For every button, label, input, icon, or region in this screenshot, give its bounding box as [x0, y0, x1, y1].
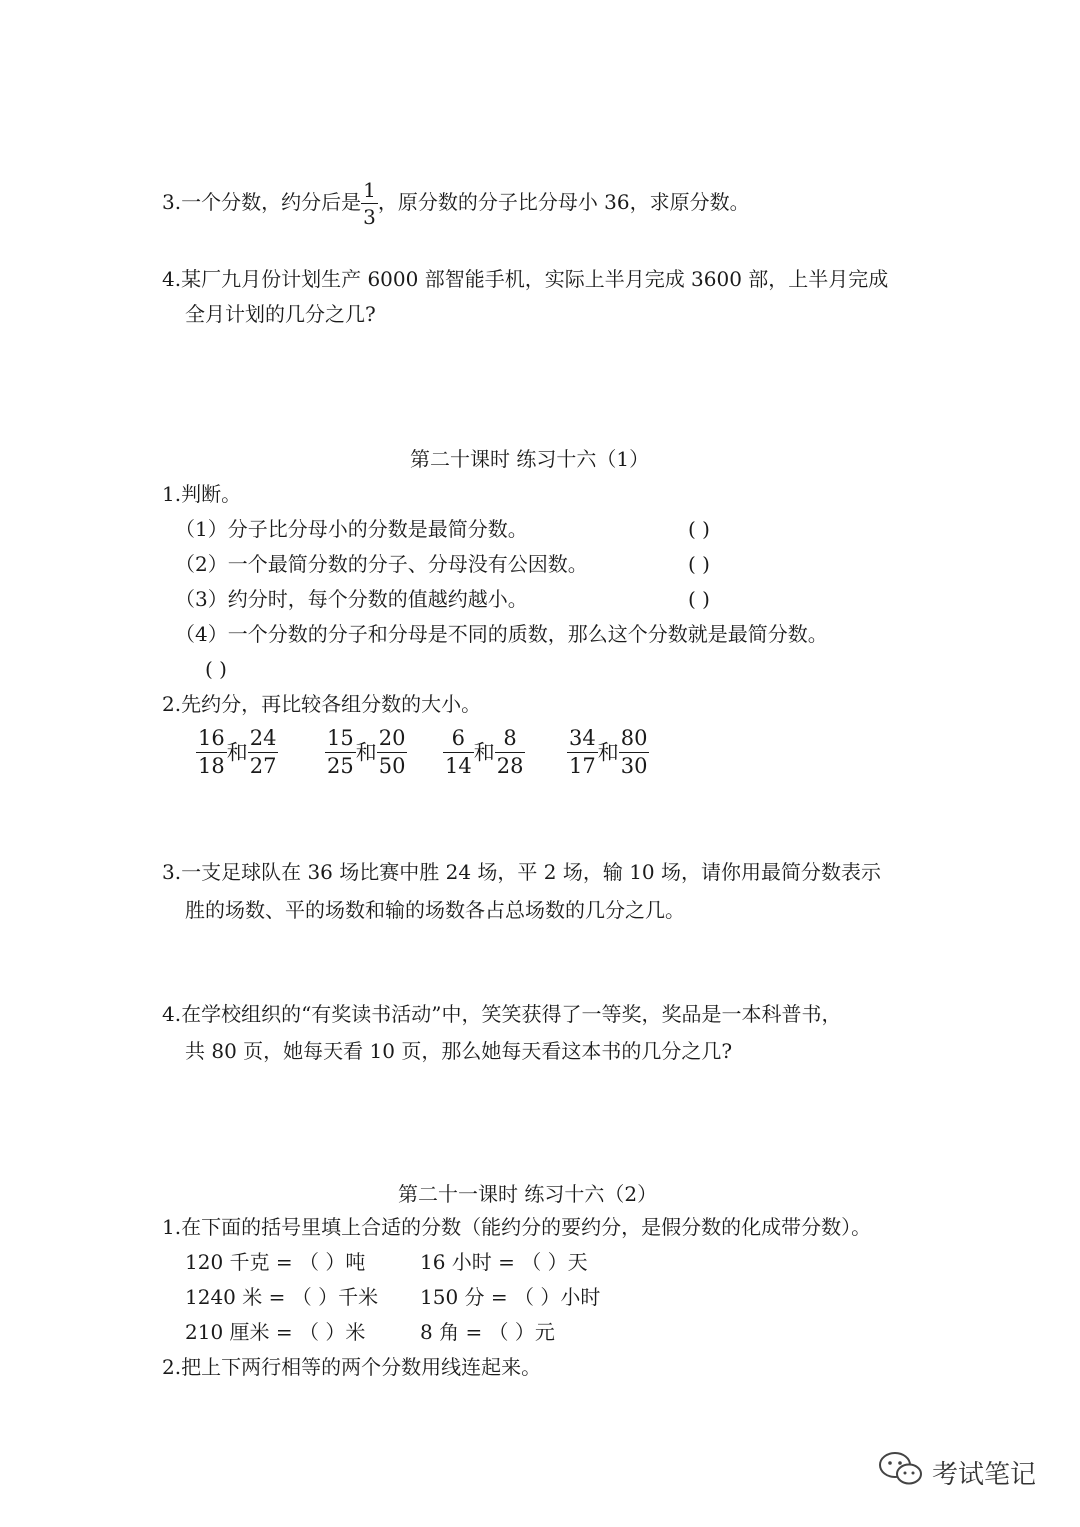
fraction: $\frac{20}{50}$: [378, 726, 406, 778]
joiner-text: 和: [355, 740, 377, 765]
fill-row-3-right[interactable]: 8 角 = （ ）元: [420, 1320, 555, 1344]
fraction-pair-4: [567, 728, 649, 777]
question-4-prev-line1: 4.某厂九月份计划生产 6000 部智能手机，实际上半月完成 3600 部，上半月完成: [162, 267, 889, 291]
question-4-prev-line2: 全月计划的几分之几?: [185, 302, 376, 326]
fraction: $\frac{15}{25}$: [327, 726, 354, 778]
question-3-line2: 胜的场数、平的场数和输的场数各占总场数的几分之几。: [185, 898, 685, 922]
compare-label: 2.先约分，再比较各组分数的大小。: [162, 692, 482, 716]
judge-blank-2[interactable]: ( ): [688, 552, 710, 576]
fraction: $\frac{24}{27}$: [249, 726, 277, 778]
joiner-text: 和: [473, 740, 495, 765]
judge-item-4: （4）一个分数的分子和分母是不同的质数，那么这个分数就是最简分数。: [175, 622, 828, 646]
lesson-21-title: 第二十一课时 练习十六（2）: [398, 1182, 658, 1206]
fraction: $\frac{8}{28}$: [496, 726, 524, 778]
fill-row-1-left[interactable]: 120 千克 = （ ）吨: [185, 1250, 366, 1274]
fraction: $\frac{1}{3}$: [363, 178, 376, 229]
fill-row-2-left[interactable]: 1240 米 = （ ）千米: [185, 1285, 379, 1309]
fraction-pair-3: [443, 728, 525, 777]
question-4-line1: 4.在学校组织的“有奖读书活动”中，笑笑获得了一等奖，奖品是一本科普书，: [162, 1002, 842, 1026]
watermark: [878, 1452, 1036, 1492]
match-label: 2.把上下两行相等的两个分数用线连起来。: [162, 1355, 542, 1379]
judge-blank-4[interactable]: ( ): [205, 657, 227, 681]
question-text: 3.一个分数，约分后是: [162, 190, 362, 214]
watermark-text: 考试笔记: [932, 1459, 1037, 1490]
judge-blank-3[interactable]: ( ): [688, 587, 710, 611]
judge-item-3: （3）约分时，每个分数的值越约越小。: [175, 587, 528, 611]
lesson-20-title: 第二十课时 练习十六（1）: [410, 447, 650, 471]
judge-item-2: （2）一个最简分数的分子、分母没有公因数。: [175, 552, 588, 576]
fill-row-1-right[interactable]: 16 小时 = （ ）天: [420, 1250, 588, 1274]
fraction: $\frac{80}{30}$: [620, 726, 648, 778]
fraction: $\frac{16}{18}$: [198, 726, 225, 778]
fill-row-2-right[interactable]: 150 分 = （ ）小时: [420, 1285, 601, 1309]
question-text: ，原分数的分子比分母小 36，求原分数。: [377, 190, 750, 214]
joiner-text: 和: [597, 740, 619, 765]
fill-label: 1.在下面的括号里填上合适的分数（能约分的要约分，是假分数的化成带分数）。: [162, 1215, 872, 1239]
judge-item-1: （1）分子比分母小的分数是最简分数。: [175, 517, 528, 541]
fraction: $\frac{6}{14}$: [445, 726, 472, 778]
fraction: $\frac{34}{17}$: [569, 726, 596, 778]
judge-blank-1[interactable]: ( ): [688, 517, 710, 541]
fraction-pair-2: [325, 728, 407, 777]
question-3-line1: 3.一支足球队在 36 场比赛中胜 24 场，平 2 场，输 10 场，请你用最简分数表示: [162, 860, 882, 884]
fill-row-3-left[interactable]: 210 厘米 = （ ）米: [185, 1320, 366, 1344]
judge-label: 1.判断。: [162, 482, 242, 506]
joiner-text: 和: [226, 740, 248, 765]
fraction-pair-1: [196, 728, 278, 777]
question-4-line2: 共 80 页，她每天看 10 页，那么她每天看这本书的几分之几?: [185, 1039, 733, 1063]
wechat-icon: [878, 1451, 924, 1494]
question-3-prev: [162, 180, 750, 227]
